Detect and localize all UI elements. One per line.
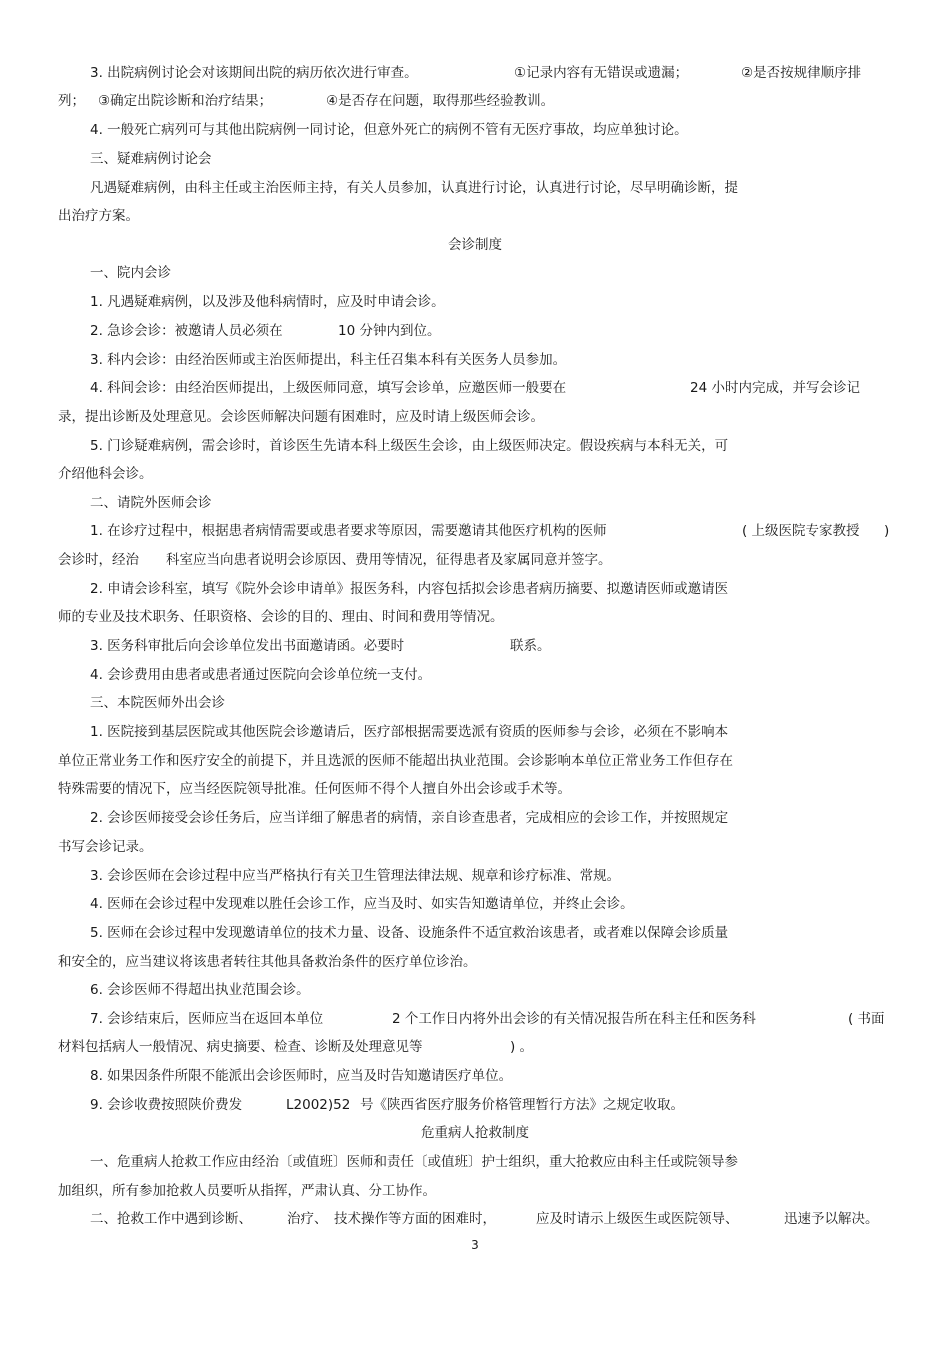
text-line: ) (884, 523, 890, 539)
text-line: ③确定出院诊断和治疗结果； (98, 93, 273, 109)
text-line: 联系。 (510, 638, 551, 654)
text-line: 科室应当向患者说明会诊原因、费用等情况，征得患者及家属同意并签字。 (166, 552, 612, 568)
text-line: ①记录内容有无错误或遗漏； (514, 65, 689, 81)
text-line: 3. 医务科审批后向会诊单位发出书面邀请函。必要时 (90, 638, 405, 654)
page-number: 3 (471, 1238, 479, 1252)
text-line: 2. 会诊医师接受会诊任务后，应当详细了解患者的病情，亲自诊查患者，完成相应的会诊工作，并按照规定 (90, 810, 729, 826)
text-line: 4. 医师在会诊过程中发现难以胜任会诊工作，应当及时、如实告知邀请单位，并终止会诊。 (90, 896, 634, 912)
text-line: 4. 科间会诊：由经治医师提出，上级医师同意，填写会诊单，应邀医师一般要在 (90, 380, 567, 396)
section-heading: 二、请院外医师会诊 (90, 495, 212, 511)
text-line: ④是否存在问题，取得那些经验教训。 (326, 93, 555, 109)
text-line: 9. 会诊收费按照陕价费发 (90, 1097, 243, 1113)
text-line: 2. 申请会诊科室，填写《院外会诊申请单》报医务科，内容包括拟会诊患者病历摘要、拟邀请医师或邀请医 (90, 581, 729, 597)
text-line: 师的专业及技术职务、任职资格、会诊的目的、理由、时间和费用等情况。 (58, 609, 504, 625)
section-heading: 三、疑难病例讨论会 (90, 151, 212, 167)
text-line: 加组织，所有参加抢救人员要听从指挥，严肃认真、分工协作。 (58, 1183, 436, 1199)
text-line: 应及时请示上级医生或医院领导、 (536, 1211, 739, 1227)
text-line: 3. 会诊医师在会诊过程中应当严格执行有关卫生管理法律法规、规章和诊疗标准、常规。 (90, 868, 621, 884)
text-line: 单位正常业务工作和医疗安全的前提下，并且选派的医师不能超出执业范围。会诊影响本单位正常业务工作但存在 (58, 753, 733, 769)
section-heading: 一、院内会诊 (90, 265, 171, 281)
text-line: 3. 出院病例讨论会对该期间出院的病历依次进行审查。 (90, 65, 418, 81)
text-line: ( 上级医院专家教授 (742, 523, 860, 539)
text-line: ) 。 (510, 1039, 534, 1055)
text-line: 5. 门诊疑难病例，需会诊时，首诊医生先请本科上级医生会诊，由上级医师决定。假设疾病与本科无关，可 (90, 438, 729, 454)
text-line: 3. 科内会诊：由经治医师或主治医师提出，科主任召集本科有关医务人员参加。 (90, 352, 567, 368)
text-line: 5. 医师在会诊过程中发现邀请单位的技术力量、设备、设施条件不适宜救治该患者，或者难以保障会诊质量 (90, 925, 729, 941)
text-line: 书写会诊记录。 (58, 839, 153, 855)
text-line: 治疗、 (287, 1211, 328, 1227)
text-line: 出治疗方案。 (58, 208, 139, 224)
text-line: 1. 在诊疗过程中，根据患者病情需要或患者要求等原因，需要邀请其他医疗机构的医师 (90, 523, 607, 539)
text-line: 介绍他科会诊。 (58, 466, 153, 482)
text-line: 2. 急诊会诊：被邀请人员必须在 (90, 323, 283, 339)
document-title: 危重病人抢救制度 (421, 1125, 529, 1141)
text-line: 录，提出诊断及处理意见。会诊医师解决问题有困难时，应及时请上级医师会诊。 (58, 409, 544, 425)
text-line: 二、抢救工作中遇到诊断、 (90, 1211, 252, 1227)
text-line: 特殊需要的情况下，应当经医院领导批准。任何医师不得个人擅自外出会诊或手术等。 (58, 781, 571, 797)
document-title: 会诊制度 (448, 237, 502, 253)
text-line: 7. 会诊结束后，医师应当在返回本单位 (90, 1011, 324, 1027)
text-line: 凡遇疑难病例，由科主任或主治医师主持，有关人员参加，认真进行讨论，认真进行讨论，尽早明确诊断，提 (90, 180, 738, 196)
text-line: 1. 凡遇疑难病例，以及涉及他科病情时，应及时申请会诊。 (90, 294, 445, 310)
text-line: 迅速予以解决。 (784, 1211, 879, 1227)
text-line: 2 个工作日内将外出会诊的有关情况报告所在科主任和医务科 (392, 1011, 756, 1027)
text-line: 材料包括病人一般情况、病史摘要、检查、诊断及处理意见等 (58, 1039, 423, 1055)
text-line: 4. 会诊费用由患者或患者通过医院向会诊单位统一支付。 (90, 667, 432, 683)
text-line: 24 小时内完成，并写会诊记 (690, 380, 860, 396)
text-line: 号《陕西省医疗服务价格管理暂行方法》之规定收取。 (360, 1097, 684, 1113)
section-heading: 三、本院医师外出会诊 (90, 695, 225, 711)
text-line: 4. 一般死亡病列可与其他出院病例一同讨论，但意外死亡的病例不管有无医疗事故，均应单独讨论。 (90, 122, 688, 138)
text-line: 列； (58, 93, 85, 109)
text-line: 会诊时，经治 (58, 552, 139, 568)
text-line: 一、危重病人抢救工作应由经治〔或值班〕医师和责任〔或值班〕护士组织，重大抢救应由科主任或院领导参 (90, 1154, 738, 1170)
text-line: ( 书面 (848, 1011, 885, 1027)
text-line: 10 分钟内到位。 (338, 323, 441, 339)
text-line: 8. 如果因条件所限不能派出会诊医师时，应当及时告知邀请医疗单位。 (90, 1068, 513, 1084)
text-line: 技术操作等方面的困难时， (334, 1211, 496, 1227)
text-line: 1. 医院接到基层医院或其他医院会诊邀请后，医疗部根据需要选派有资质的医师参与会诊，必须在不影响本 (90, 724, 729, 740)
text-line: 和安全的，应当建议将该患者转往其他具备救治条件的医疗单位诊治。 (58, 954, 477, 970)
text-line: ②是否按规律顺序排 (741, 65, 862, 81)
text-line: L2002)52 (286, 1097, 351, 1113)
text-line: 6. 会诊医师不得超出执业范围会诊。 (90, 982, 310, 998)
